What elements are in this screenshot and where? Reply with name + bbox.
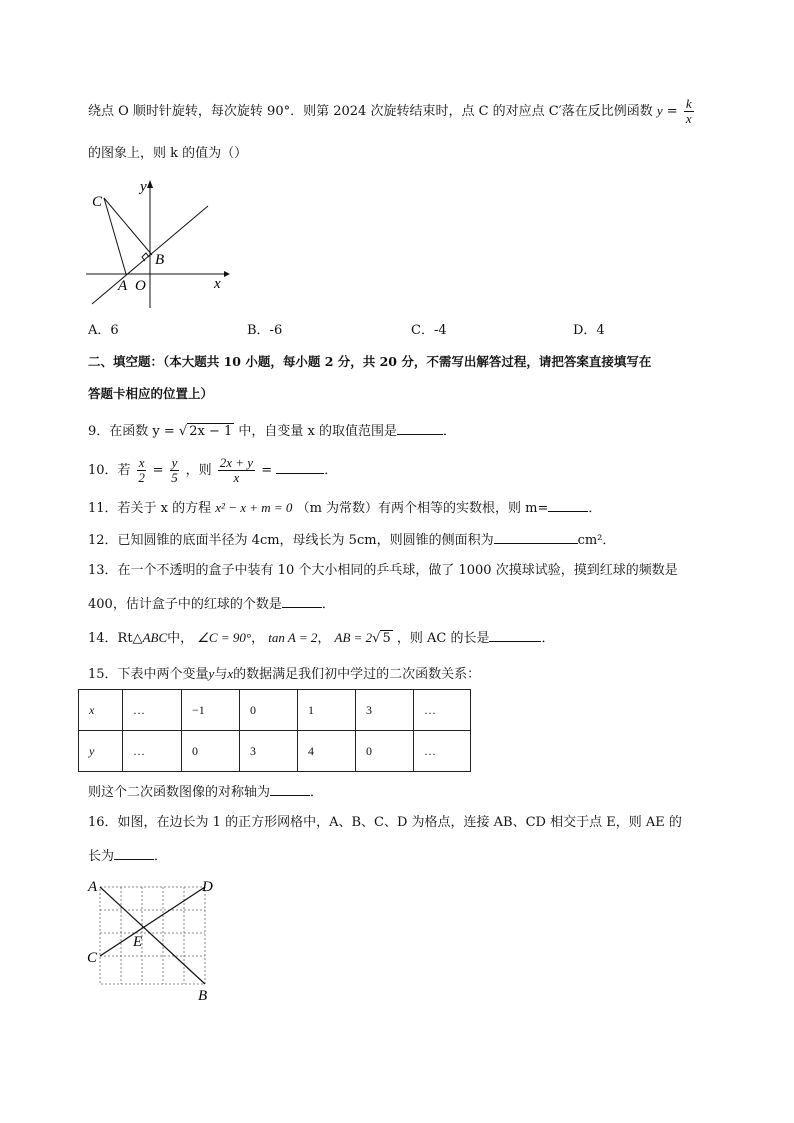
y-axis-arrow	[147, 180, 153, 188]
label-d: D	[202, 879, 213, 895]
label-a: A	[88, 879, 98, 895]
q9: 9．在函数 y = √ 2x − 1 中，自变量 x 的取值范围是 ．	[88, 421, 456, 441]
q16-line2: 长为 ．	[88, 846, 167, 866]
label-x: x	[214, 276, 221, 292]
segment-ca	[104, 198, 126, 274]
q16-figure	[84, 876, 224, 1004]
q14-tan: tan A = 2	[268, 630, 318, 645]
q10-frac-x2: $\frac{x}{2}$	[138, 455, 145, 485]
label-c: C	[87, 950, 98, 966]
q9-radicand: 2x − 1	[189, 424, 233, 439]
q14: 14．Rt△ABC中， ∠C = 90°， tan A = 2， AB = 2√ 5 ，则 AC 的长是 ．	[88, 630, 555, 646]
label-y: y	[140, 179, 147, 195]
q8-option-d: D．4	[573, 323, 605, 338]
q8-text-a: 绕点 O 顺时针旋转，每次旋转 90°．则第 2024 次旋转结束时，点 C 的对应点 C′落在反比例函数	[88, 104, 653, 119]
q11-equation: x² − x + m = 0	[215, 500, 293, 515]
q13-line1: 13．在一个不透明的盒子中装有 10 个大小相同的乒乓球，做了 1000 次摸球试验，摸到红球的频数是	[88, 563, 678, 578]
q8-figure	[84, 176, 234, 314]
q15-table	[78, 689, 471, 772]
table-cell: …	[123, 690, 182, 731]
table-cell: 1	[298, 690, 356, 731]
q8-line1	[88, 97, 696, 126]
x-axis-arrow	[224, 271, 230, 277]
q11: 11．若关于 x 的方程 x² − x + m = 0 （m 为常数）有两个相等的实数根，则 m= ．	[88, 500, 602, 516]
q16-line1: 16．如图，在边长为 1 的正方形网格中，A、B、C、D 为格点，连接 AB、CD 相交于点 E，则 AE 的	[88, 815, 682, 830]
table-cell: 0	[240, 690, 298, 731]
q16-answer-blank	[114, 846, 154, 860]
q14-ab: AB = 2	[334, 630, 373, 645]
q10-frac-expr: $\frac{2x + y}{x}$	[219, 455, 254, 485]
q11-answer-blank	[548, 498, 588, 512]
q15-answer-blank	[270, 782, 310, 796]
label-a: A	[118, 278, 128, 294]
segment-ab	[100, 887, 205, 984]
q13-answer-blank	[282, 594, 322, 608]
table-cell: …	[123, 731, 182, 772]
table-cell: 4	[298, 731, 356, 772]
q12-answer-blank	[494, 530, 578, 544]
label-e: E	[133, 934, 143, 950]
q8-option-a: A．6	[88, 323, 119, 338]
table-cell: …	[414, 731, 471, 772]
q15-intro: 15．下表中两个变量y与x的数据满足我们初中学过的二次函数关系：	[88, 666, 481, 682]
label-b: B	[155, 252, 165, 268]
q14-angle: ∠C = 90°	[197, 630, 252, 645]
label-b: B	[198, 988, 208, 1004]
table-row	[79, 690, 471, 731]
q10: 10．若 $\frac{x}{2}$ = $\frac{y}{5}$ ，则 $\frac{2x + y}{x}$ = ．	[88, 455, 338, 485]
table-cell: 0	[356, 731, 414, 772]
table-cell: 3	[356, 690, 414, 731]
segment-cd	[100, 887, 205, 956]
table-cell: y	[79, 731, 123, 772]
q12: 12．已知圆锥的底面半径为 4cm，母线长为 5cm，则圆锥的侧面积为 cm²．	[88, 530, 615, 550]
q13-line2: 400，估计盒子中的红球的个数是 ．	[88, 594, 335, 614]
table-cell: x	[79, 690, 123, 731]
q8-option-c: C．-4	[411, 323, 447, 338]
q14-answer-blank	[489, 628, 541, 642]
table-cell: 3	[240, 731, 298, 772]
q8-fraction: $\frac{k}{x}$	[685, 96, 692, 126]
q15-after: 则这个二次函数图像的对称轴为 ．	[88, 782, 323, 802]
q8-option-b: B．-6	[247, 323, 283, 338]
table-cell: −1	[182, 690, 240, 731]
table-row	[79, 731, 471, 772]
section-header-line2: 答题卡相应的位置上）	[88, 386, 214, 401]
table-cell: …	[414, 690, 471, 731]
q10-frac-y5: $\frac{y}{5}$	[171, 455, 178, 485]
label-o: O	[135, 278, 146, 294]
q8-line2: 的图象上，则 k 的值为（）	[88, 146, 248, 161]
label-c: C	[92, 194, 103, 210]
section-header-line1: 二、填空题：（本大题共 10 小题，每小题 2 分，共 20 分，不需写出解答过程，请把答案直接填写在	[88, 354, 652, 369]
q10-answer-blank	[276, 460, 324, 474]
q9-sqrt-symbol: √	[178, 424, 188, 439]
q8-eq: =	[666, 104, 678, 119]
q8-func-y: y	[656, 103, 663, 118]
segment-cb	[104, 198, 152, 255]
table-cell: 0	[182, 731, 240, 772]
q9-answer-blank	[397, 421, 443, 435]
